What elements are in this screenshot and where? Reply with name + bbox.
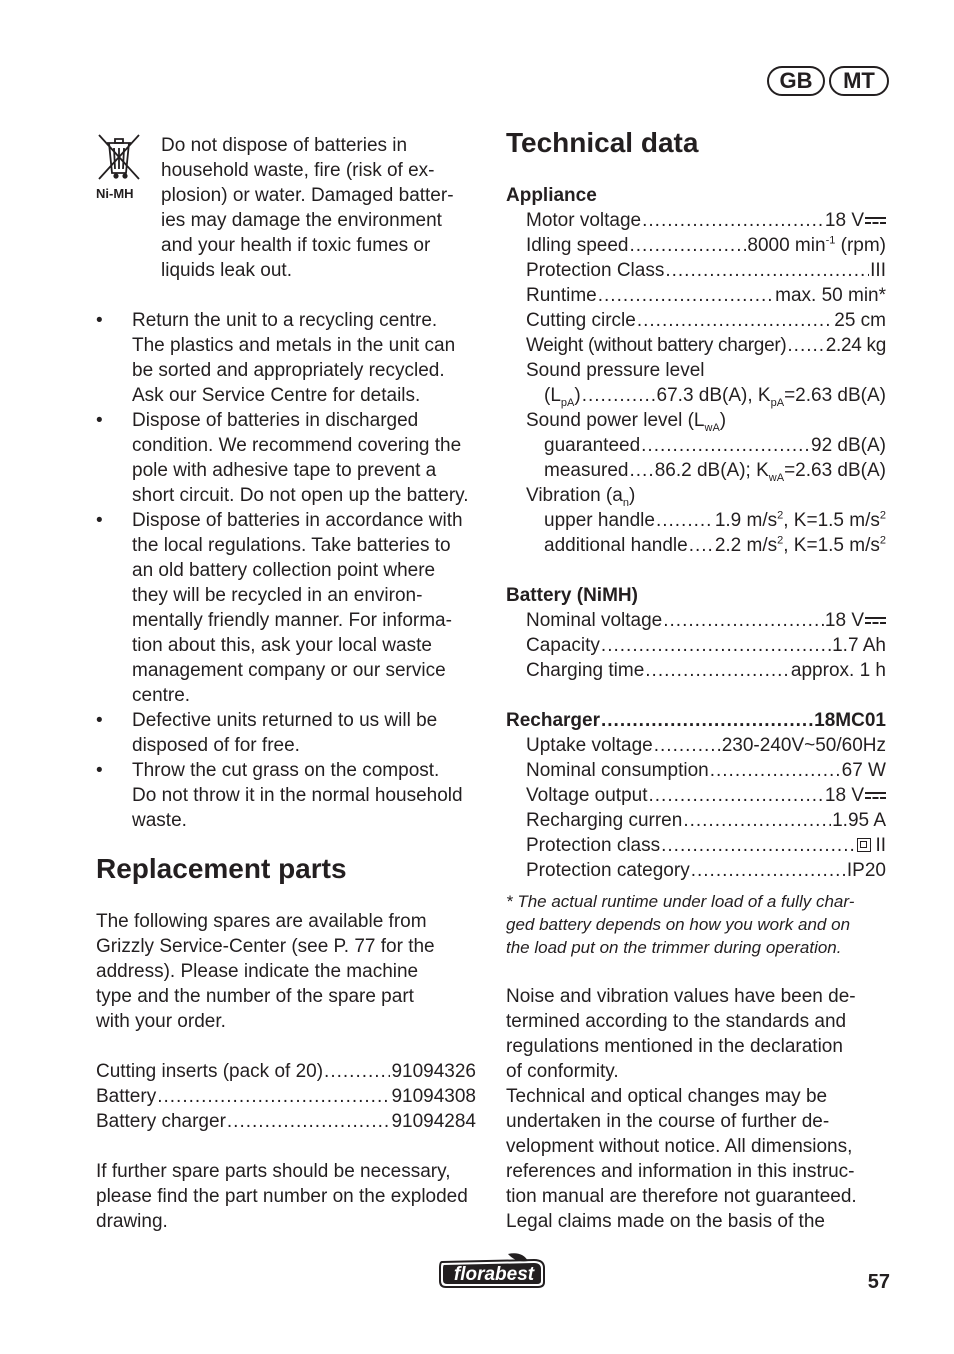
dc-symbol-icon xyxy=(864,614,886,626)
spec-row: Nominal voltage ..... 18 V xyxy=(506,608,886,633)
replacement-intro: The following spares are available from Grizzly Service-Center (see P. 77 for the address). Please indicate the machine type and the number of the spare part with your order. xyxy=(96,911,435,1032)
dc-symbol-icon xyxy=(864,214,886,226)
battery-section-title: Battery (NiMH) xyxy=(506,585,638,606)
dc-symbol-icon xyxy=(864,789,886,801)
spec-row: Motor voltage ..... 18 V xyxy=(506,208,886,233)
table-row: Battery charger ..... 91094284 xyxy=(96,1109,476,1134)
spec-row: Sound power level $(L_{wA})$ xyxy=(526,410,727,434)
disposal-list xyxy=(96,308,496,833)
spec-row: measured ..... 86.2 dB(A); $K_{wA}=2.63$ dB(A) xyxy=(506,458,886,483)
battery-notice: Do not dispose of batteries in household waste, fire (risk of ex- plosion) or water. Damaged batter- ies may damage the environment and your health if toxic fumes or liquids leak out. xyxy=(161,135,454,281)
spec-row: Capacity ..... 1.7 Ah xyxy=(506,633,886,658)
table-row: Cutting inserts (pack of 20) ..... 91094326 xyxy=(96,1059,476,1084)
spec-row: Protection category ..... IP20 xyxy=(506,858,886,883)
appliance-section-title: Appliance xyxy=(506,185,597,206)
spec-row: Idling speed ..... 8000 $\min^{-1} (rpm)$ xyxy=(506,233,886,258)
brand-name: florabest xyxy=(453,1264,535,1285)
runtime-footnote: * The actual runtime under load of a fully char- ged battery depends on how you work and on the load put on the trimmer during operation. xyxy=(506,892,855,957)
list-item: • Throw the cut grass on the compost. Do not throw it in the normal household waste. xyxy=(96,760,463,831)
spec-row: Recharging curren ..... 1.95 A xyxy=(506,808,886,833)
spec-row: Weight (without battery charger) ..... 2.24 kg xyxy=(506,333,886,358)
recharger-section-title: Recharger ..... 18MC01 xyxy=(506,708,886,733)
spec-row: Runtime ..... max. 50 min* xyxy=(506,283,886,308)
replacement-parts-heading: Replacement parts xyxy=(96,853,347,884)
list-item: • Dispose of batteries in accordance with the local regulations. Take batteries to an old battery collection point where they will be recycled in an environ- mentally friendly manner. For informa- tion about this, ask your local waste management company or our service centre. xyxy=(96,510,463,706)
spec-row: Cutting circle ..... 25 cm xyxy=(506,308,886,333)
spec-row: additional handle ..... 2.2 $m/s^2$, K=1.5 $m/s^2$ xyxy=(506,533,886,558)
technical-data-table xyxy=(506,183,886,883)
crossed-bin-icon xyxy=(96,133,142,181)
technical-data-heading: Technical data xyxy=(506,127,699,158)
parts-list xyxy=(96,1059,476,1134)
spec-row: $(L_{pA})$ ..... 67.3 dB(A), $K_{pA}=2.63$ dB(A) xyxy=(506,383,886,408)
spec-row: guaranteed ..... 92 dB(A) xyxy=(506,433,886,458)
closing-text: Noise and vibration values have been de- termined according to the standards and regulations mentioned in the declaration of conformity. Technical and optical changes may be undertaken in the course of further de- velopment without notice. All dimensions, references and information in this instruc- tion manual are therefore not guaranteed. Legal claims made on the basis of the xyxy=(506,986,857,1232)
spec-row: Charging time ..... approx. 1 h xyxy=(506,658,886,683)
battery-disposal-icon xyxy=(96,133,142,201)
battery-type-label: Ni-MH xyxy=(96,186,134,201)
spec-row: Voltage output ..... 18 V xyxy=(506,783,886,808)
florabest-logo xyxy=(438,1252,550,1288)
spec-row: Sound pressure level xyxy=(526,360,705,381)
parts-footer: If further spare parts should be necessary, please find the part number on the exploded drawing. xyxy=(96,1161,468,1232)
protection-class-ii-icon xyxy=(857,838,871,852)
spec-row: Protection class ..... II xyxy=(506,833,886,858)
list-item: • Return the unit to a recycling centre. The plastics and metals in the unit can be sorted and appropriately recycled. Ask our Service Centre for details. xyxy=(96,310,456,406)
list-item: • Defective units returned to us will be disposed of for free. xyxy=(96,710,438,756)
page-number: 57 xyxy=(867,1271,890,1293)
spec-row: Uptake voltage ..... 230-240V~50/60Hz xyxy=(506,733,886,758)
spec-row: Nominal consumption ..... 67 W xyxy=(506,758,886,783)
spec-row: upper handle ..... 1.9 $m/s^2$, K=1.5 $m/s^2$ xyxy=(506,508,886,533)
spec-row: Protection Class ..... III xyxy=(506,258,886,283)
language-badge-gb: GB xyxy=(767,66,825,96)
list-item: • Dispose of batteries in discharged condition. We recommend covering the pole with adhesive tape to prevent a short circuit. Do not open up the battery. xyxy=(96,410,469,506)
spec-row: Vibration $(a_n)$ xyxy=(526,485,636,509)
table-row: Battery ..... 91094308 xyxy=(96,1084,476,1109)
language-badge-mt: MT xyxy=(829,66,889,96)
